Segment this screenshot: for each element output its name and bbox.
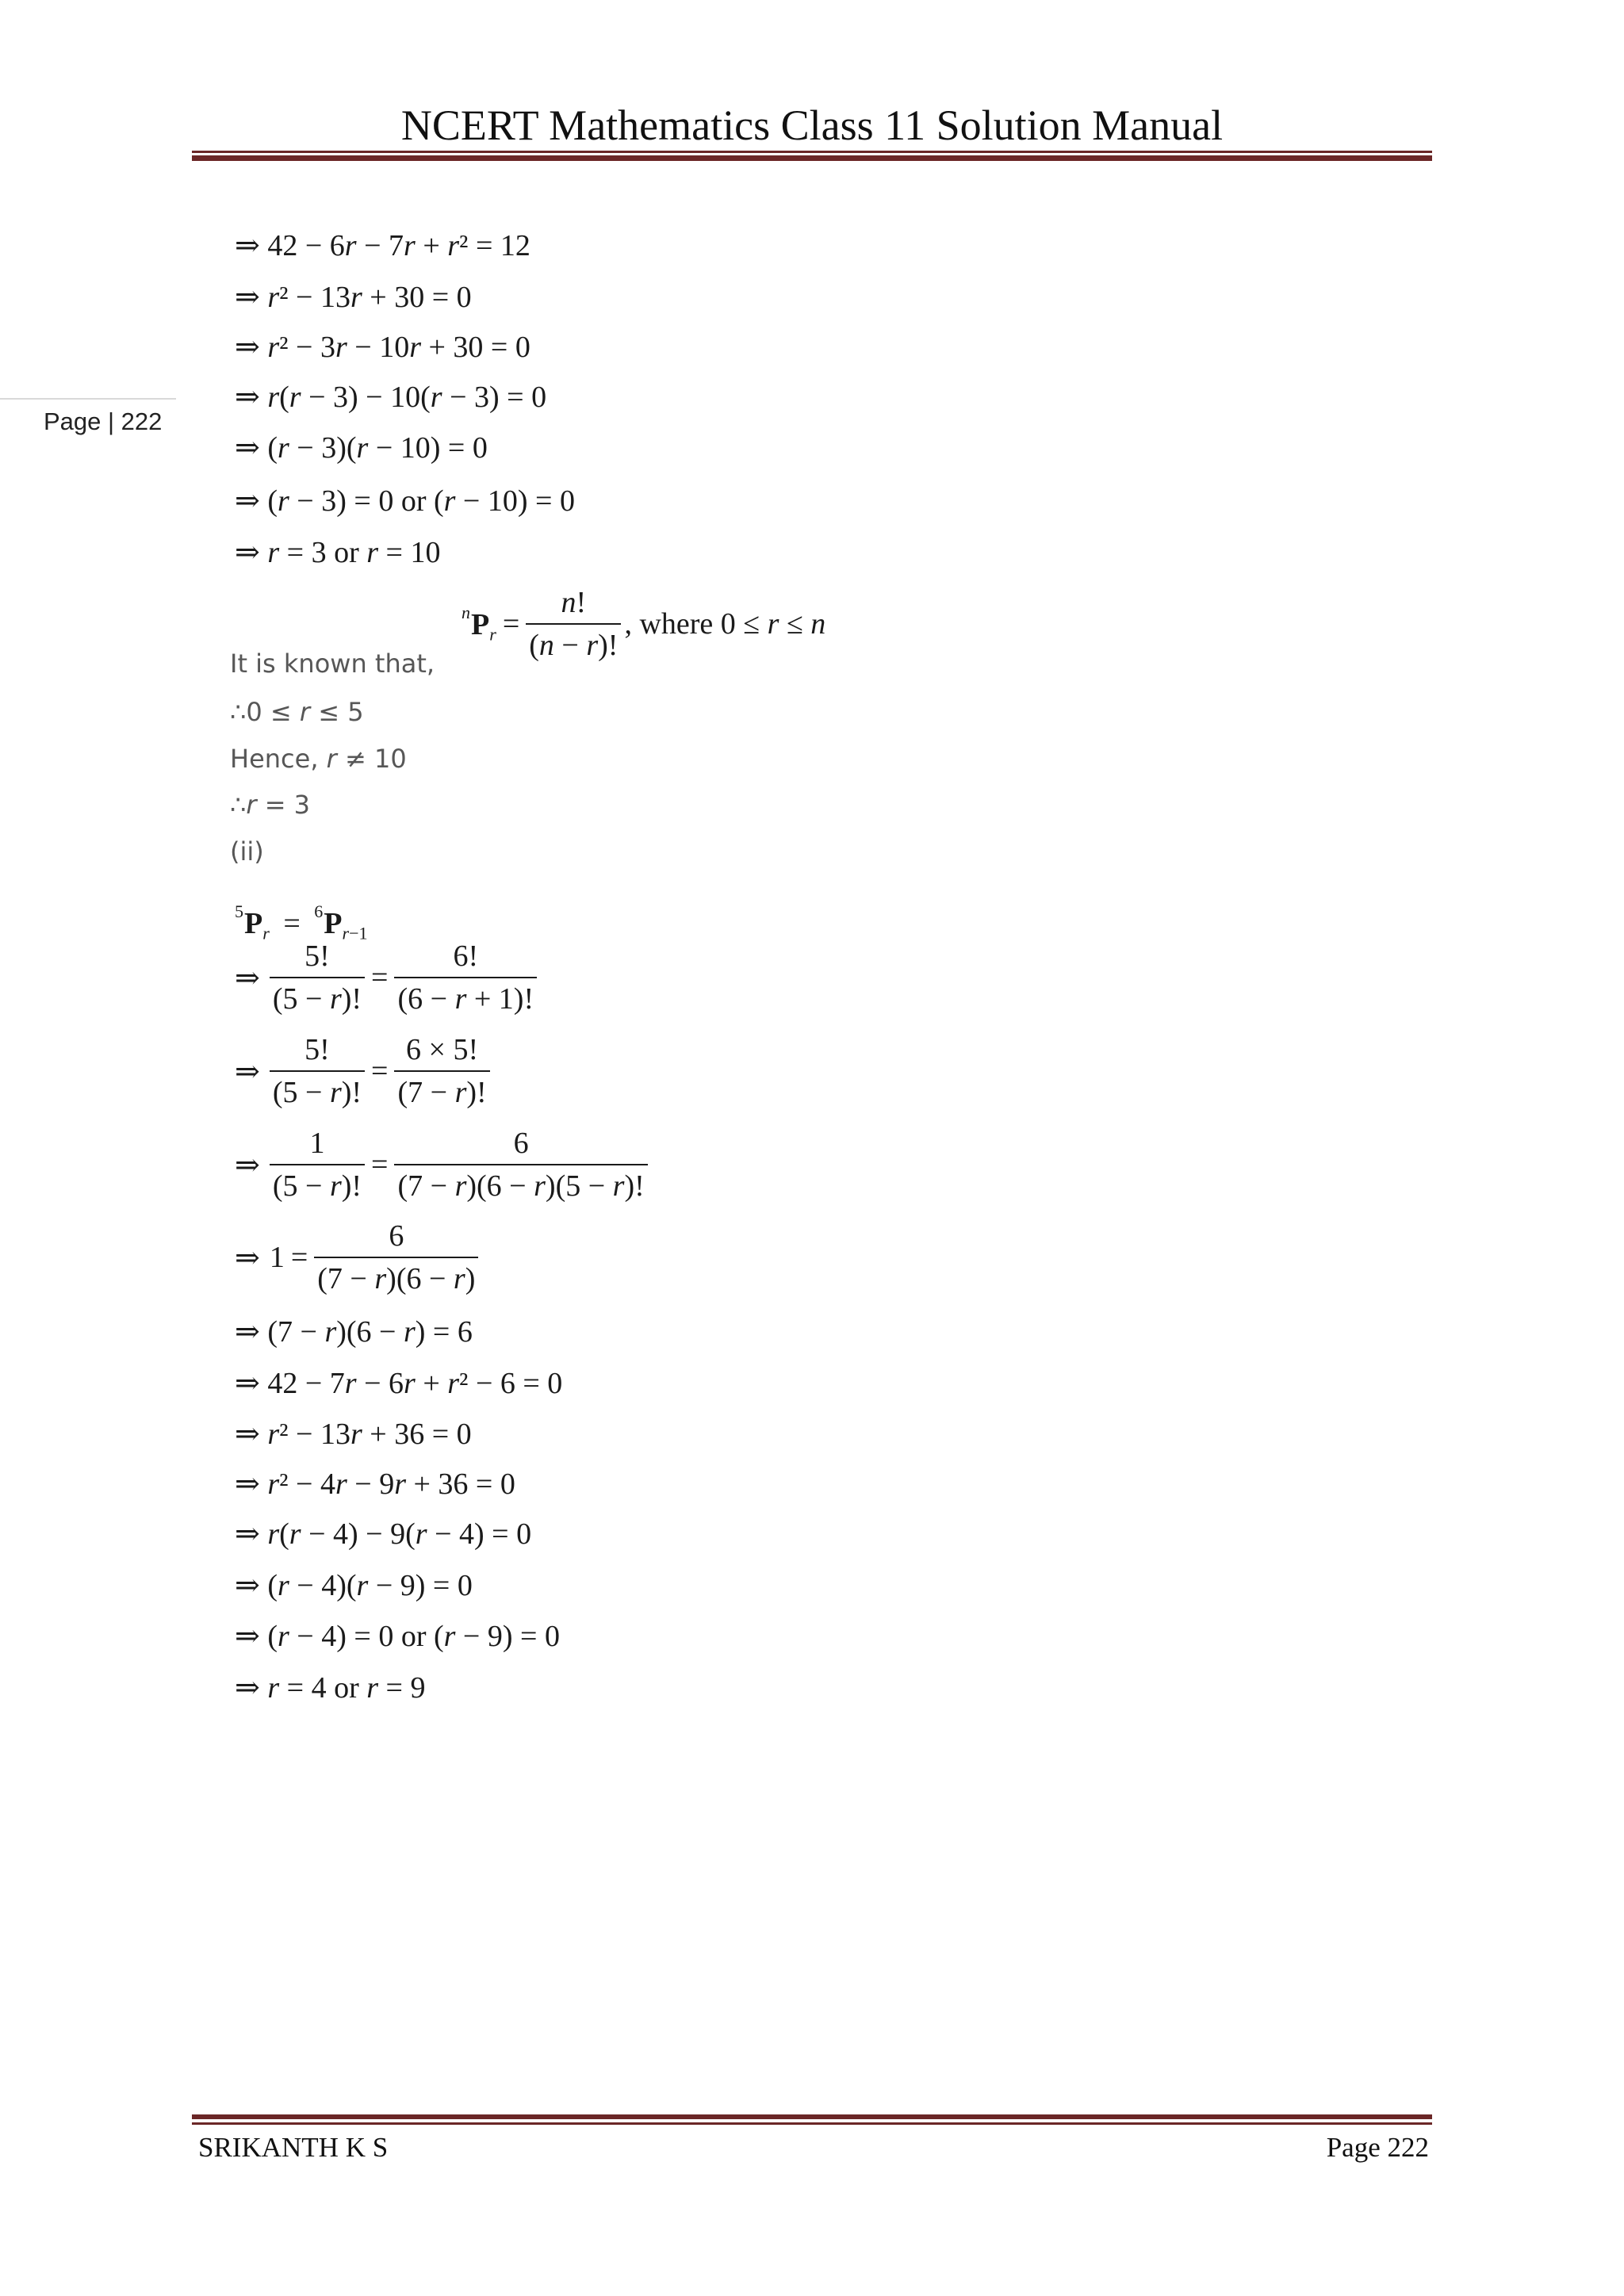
equation-step: ⇒ r = 4 or r = 9	[235, 1671, 426, 1705]
math-variable: r	[329, 1169, 342, 1203]
equation-step: ⇒ r = 3 or r = 10	[235, 536, 441, 569]
permutation-formula	[462, 581, 825, 667]
math-variable: r	[350, 281, 362, 314]
math-variable: r	[267, 331, 280, 364]
permutation-subscript: r−1	[342, 923, 368, 943]
fraction-denominator: (7 − r)(6 − r)	[314, 1257, 478, 1299]
math-variable: r	[289, 1517, 301, 1551]
equation-step: ⇒ (r − 3)(r − 10) = 0	[235, 431, 488, 465]
permutation-superscript: 6	[314, 901, 324, 921]
implies-arrow: ⇒	[235, 961, 260, 995]
fraction-denominator: (5 − r)!	[270, 1164, 365, 1207]
math-variable: r	[267, 1418, 280, 1451]
math-variable: r	[356, 1569, 369, 1602]
math-variable: r	[267, 1671, 280, 1705]
formula-fraction	[526, 582, 621, 666]
lhs-fraction	[270, 1123, 365, 1207]
fraction-numerator: 5!	[304, 939, 330, 973]
math-variable: r	[374, 1262, 387, 1295]
equals-sign: =	[283, 906, 301, 940]
footer-rule-thick	[192, 2114, 1432, 2119]
math-variable: r	[404, 1367, 416, 1400]
rhs-fraction	[394, 1123, 647, 1207]
math-variable: r	[404, 229, 416, 262]
given-equation	[235, 890, 368, 943]
implies-arrow: ⇒	[235, 1241, 260, 1275]
permutation-subscript	[489, 625, 496, 645]
math-variable: r	[430, 381, 442, 414]
math-variable: r	[326, 744, 337, 774]
math-variable: n	[810, 607, 826, 641]
fraction-denominator: (7 − r)!	[394, 1070, 489, 1113]
math-variable: r	[344, 229, 357, 262]
fraction-numerator: 5!	[304, 1033, 330, 1066]
equals-sign: =	[371, 1054, 389, 1088]
equals-sign: =	[502, 607, 520, 641]
lhs-fraction	[270, 1029, 365, 1113]
equation-step: ⇒ r² − 13r + 36 = 0	[235, 1418, 472, 1451]
lhs-fraction	[270, 936, 365, 1020]
math-variable: r	[366, 536, 379, 569]
equation-step: ⇒ (7 − r)(6 − r) = 6	[235, 1315, 473, 1349]
footer-page-number: Page 222	[1326, 2132, 1429, 2163]
math-variable: r	[342, 923, 350, 943]
fraction-numerator: 6	[389, 1219, 404, 1253]
header-rule-thin	[192, 151, 1432, 153]
math-variable: r	[366, 1671, 379, 1705]
fraction-numerator: n!	[561, 586, 587, 619]
hence-statement: Hence, r ≠ 10	[230, 744, 407, 774]
math-variable: r	[278, 484, 289, 518]
fraction-numerator: 1	[309, 1127, 325, 1160]
header-rule-thick	[192, 155, 1432, 161]
math-variable: r	[403, 1315, 416, 1349]
equation-step: ⇒ r(r − 3) − 10(r − 3) = 0	[235, 381, 547, 414]
fraction-denominator: (n − r)!	[526, 623, 621, 666]
math-variable: r	[329, 982, 342, 1016]
fraction-numerator: 6!	[453, 939, 479, 973]
permutation-symbol	[462, 603, 496, 645]
math-variable: r	[586, 629, 599, 662]
header-title: NCERT Mathematics Class 11 Solution Manual	[400, 101, 1224, 149]
fraction-equation-step	[235, 1028, 490, 1114]
math-variable: r	[454, 1076, 467, 1109]
math-variable: r	[267, 536, 280, 569]
math-variable: r	[447, 1367, 460, 1400]
math-variable: r	[453, 1262, 465, 1295]
math-variable: r	[415, 1517, 427, 1551]
fraction-equation-step	[235, 935, 537, 1020]
equation-step: ⇒ r² − 13r + 30 = 0	[235, 281, 472, 314]
math-variable: r	[409, 331, 421, 364]
permutation-superscript	[462, 603, 470, 622]
implies-arrow: ⇒	[235, 1054, 260, 1089]
math-variable: r	[278, 431, 289, 465]
math-variable: r	[489, 624, 496, 645]
footer-rule-thin	[192, 2122, 1432, 2125]
equation-step: ⇒ (r − 4) = 0 or (r − 9) = 0	[235, 1620, 560, 1653]
formula-condition: , where 0 ≤ r ≤ n	[624, 607, 826, 641]
equation-step: ⇒ r(r − 4) − 9(r − 4) = 0	[235, 1517, 532, 1551]
rhs-fraction	[394, 936, 537, 1020]
math-variable: r	[299, 697, 311, 727]
math-variable: r	[534, 1169, 546, 1203]
result-statement: ∴r = 3	[230, 790, 311, 820]
math-variable: r	[267, 1468, 280, 1501]
math-variable: r	[262, 923, 270, 943]
math-variable: r	[267, 381, 280, 414]
math-variable: r	[356, 431, 369, 465]
math-variable: r	[289, 381, 301, 414]
footer-author: SRIKANTH K S	[198, 2132, 389, 2163]
math-variable: r	[335, 1468, 347, 1501]
equation-step: ⇒ (r − 4)(r − 9) = 0	[235, 1569, 473, 1602]
known-lead-text: It is known that,	[230, 649, 435, 679]
math-variable: r	[324, 1315, 337, 1349]
math-variable: r	[454, 982, 467, 1016]
math-variable: r	[350, 1418, 362, 1451]
equals-sign: =	[371, 1148, 389, 1181]
fraction-equation-step	[235, 1122, 648, 1207]
equation-step: ⇒ 42 − 7r − 6r + r² − 6 = 0	[235, 1367, 563, 1400]
fraction-denominator: (7 − r)(6 − r)(5 − r)!	[394, 1164, 647, 1207]
equals-sign: =	[290, 1241, 308, 1274]
part-label: (ii)	[230, 836, 264, 867]
implies-arrow: ⇒	[235, 1148, 260, 1182]
math-variable: r	[443, 1620, 456, 1653]
permutation-superscript: 5	[235, 901, 244, 921]
equation-step: ⇒ (r − 3) = 0 or (r − 10) = 0	[235, 484, 575, 518]
math-variable: r	[443, 484, 456, 518]
math-variable: n	[538, 629, 554, 662]
lhs-value: 1	[269, 1241, 285, 1274]
math-variable: r	[278, 1569, 289, 1602]
equation-step: ⇒ r² − 4r − 9r + 36 = 0	[235, 1468, 515, 1501]
math-variable: r	[447, 229, 460, 262]
margin-divider	[0, 398, 176, 400]
fraction-denominator: (6 − r + 1)!	[394, 977, 537, 1020]
permutation-base: P	[471, 608, 490, 642]
math-variable: r	[246, 790, 257, 820]
math-variable: r	[767, 607, 779, 641]
permutation-base: P	[324, 906, 343, 940]
footer	[198, 2131, 1429, 2164]
math-variable: n	[561, 586, 576, 619]
fraction-denominator: (5 − r)!	[270, 1070, 365, 1113]
math-variable: r	[329, 1076, 342, 1109]
math-variable: r	[454, 1169, 467, 1203]
fraction-equation-step	[235, 1215, 478, 1300]
math-variable: r	[335, 331, 347, 364]
equation-step: ⇒ 42 − 6r − 7r + r² = 12	[235, 229, 530, 262]
margin-page-label: Page | 222	[44, 408, 163, 435]
rhs-fraction	[314, 1215, 478, 1299]
math-variable: r	[278, 1620, 289, 1653]
fraction-numerator: 6	[513, 1127, 529, 1160]
permutation-base: P	[244, 906, 263, 940]
rhs-fraction	[394, 1029, 489, 1113]
math-variable: r	[267, 1517, 280, 1551]
range-statement: ∴0 ≤ r ≤ 5	[230, 697, 364, 727]
math-variable: r	[344, 1367, 357, 1400]
equals-sign: =	[371, 961, 389, 994]
math-variable: r	[394, 1468, 406, 1501]
fraction-numerator: 6 × 5!	[406, 1033, 479, 1066]
fraction-denominator: (5 − r)!	[270, 977, 365, 1020]
equation-step: ⇒ r² − 3r − 10r + 30 = 0	[235, 331, 530, 364]
math-variable: n	[462, 603, 471, 623]
math-variable: r	[267, 281, 280, 314]
math-variable: r	[612, 1169, 625, 1203]
